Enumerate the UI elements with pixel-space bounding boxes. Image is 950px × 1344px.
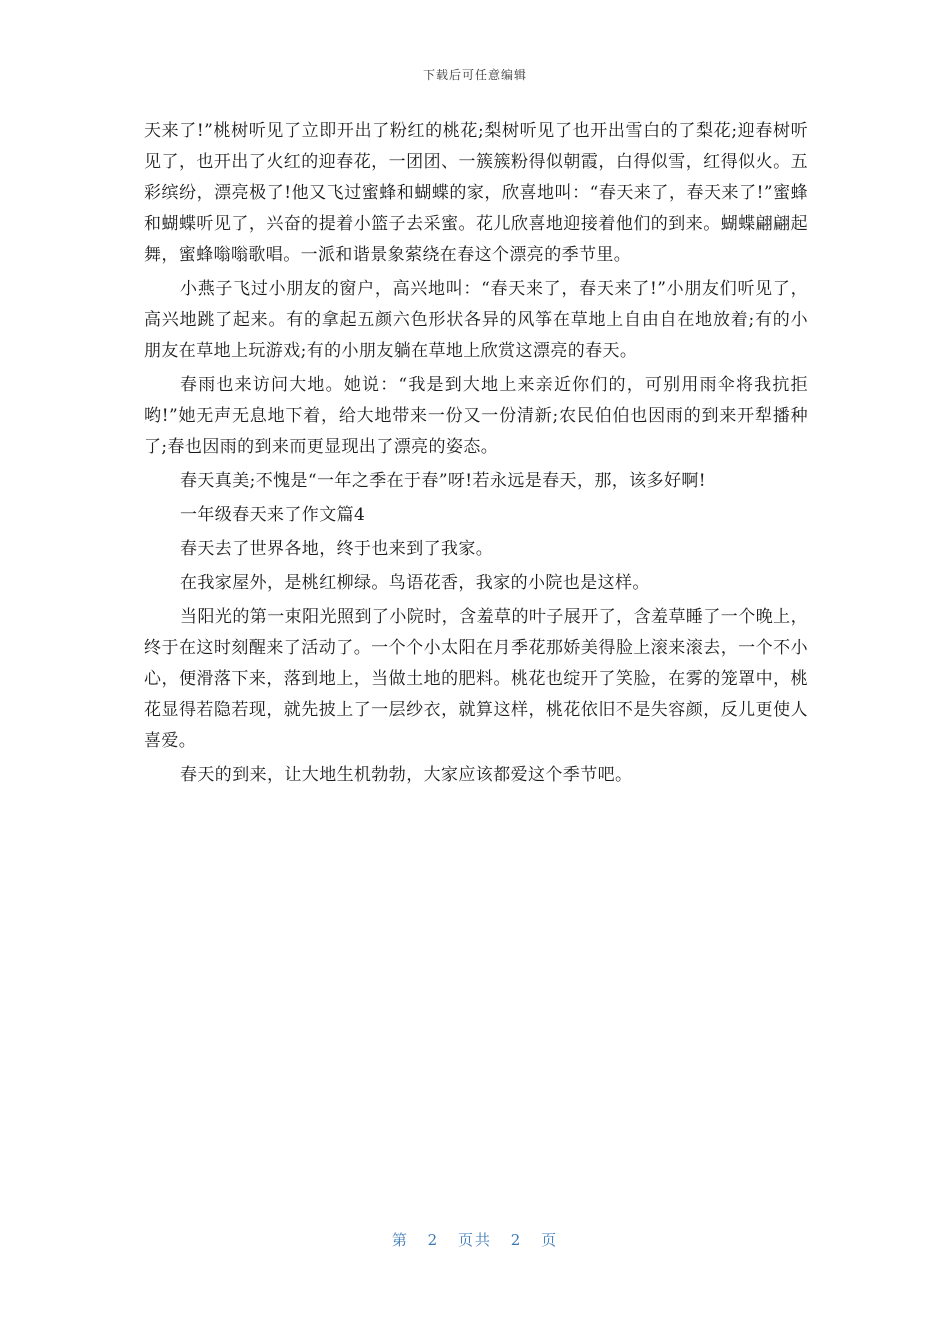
- paragraph-5: 春天去了世界各地，终于也来到了我家。: [180, 539, 494, 559]
- page-header: 下载后可任意编辑: [422, 68, 527, 82]
- paragraph-7: 当阳光的第一束阳光照到了小院时，含羞草的叶子展开了，含羞草睡了一个晚上，终于在这时刻醒来了活动了。一个个小太阳在月季花那娇美得脸上滚来滚去，一个不小心，便滑落下来，落到地上，当做土地的肥料。桃花也绽开了笑脸，在雾的笼罩中，桃花显得若隐若现，就先披上了一层纱衣，就算这样，桃花依旧不是失容颜，反儿更使人喜爱。: [144, 607, 808, 751]
- paragraph-1: 天来了!”桃树听见了立即开出了粉红的桃花;梨树听见了也开出雪白的了梨花;迎春树听见了，也开出了火红的迎春花，一团团、一簇簇粉得似朝霞，白得似雪，红得似火。五彩缤纷，漂亮极了!他又飞过蜜蜂和蝴蝶的家，欣喜地叫：“春天来了，春天来了!”蜜蜂和蝴蝶听见了，兴奋的提着小篮子去采蜜。花儿欣喜地迎接着他们的到来。蝴蝶翩翩起舞，蜜蜂嗡嗡歌唱。一派和谐景象萦绕在春这个漂亮的季节里。: [144, 121, 808, 265]
- paragraph-2: 小燕子飞过小朋友的窗户，高兴地叫：“春天来了，春天来了!”小朋友们听见了，高兴地跳了起来。有的拿起五颜六色形状各异的风筝在草地上自由自在地放着;有的小朋友在草地上玩游戏;有的小朋友躺在草地上欣赏这漂亮的春天。: [144, 279, 808, 361]
- document-body: [144, 116, 808, 794]
- page-footer: 第 2 页共 2 页: [391, 1231, 559, 1249]
- paragraph-4: 春天真美;不愧是“一年之季在于春”呀!若永远是春天，那，该多好啊!: [180, 471, 706, 491]
- paragraph-6: 在我家屋外，是桃红柳绿。鸟语花香，我家的小院也是这样。: [180, 573, 650, 593]
- paragraph-3: 春雨也来访问大地。她说：“我是到大地上来亲近你们的，可别用雨伞将我抗拒哟!”她无声无息地下着，给大地带来一份又一份清新;农民伯伯也因雨的到来开犁播种了;春也因雨的到来而更显现出了漂亮的姿态。: [144, 375, 808, 457]
- section-heading: 一年级春天来了作文篇4: [180, 505, 366, 525]
- paragraph-8: 春天的到来，让大地生机勃勃，大家应该都爱这个季节吧。: [180, 765, 633, 785]
